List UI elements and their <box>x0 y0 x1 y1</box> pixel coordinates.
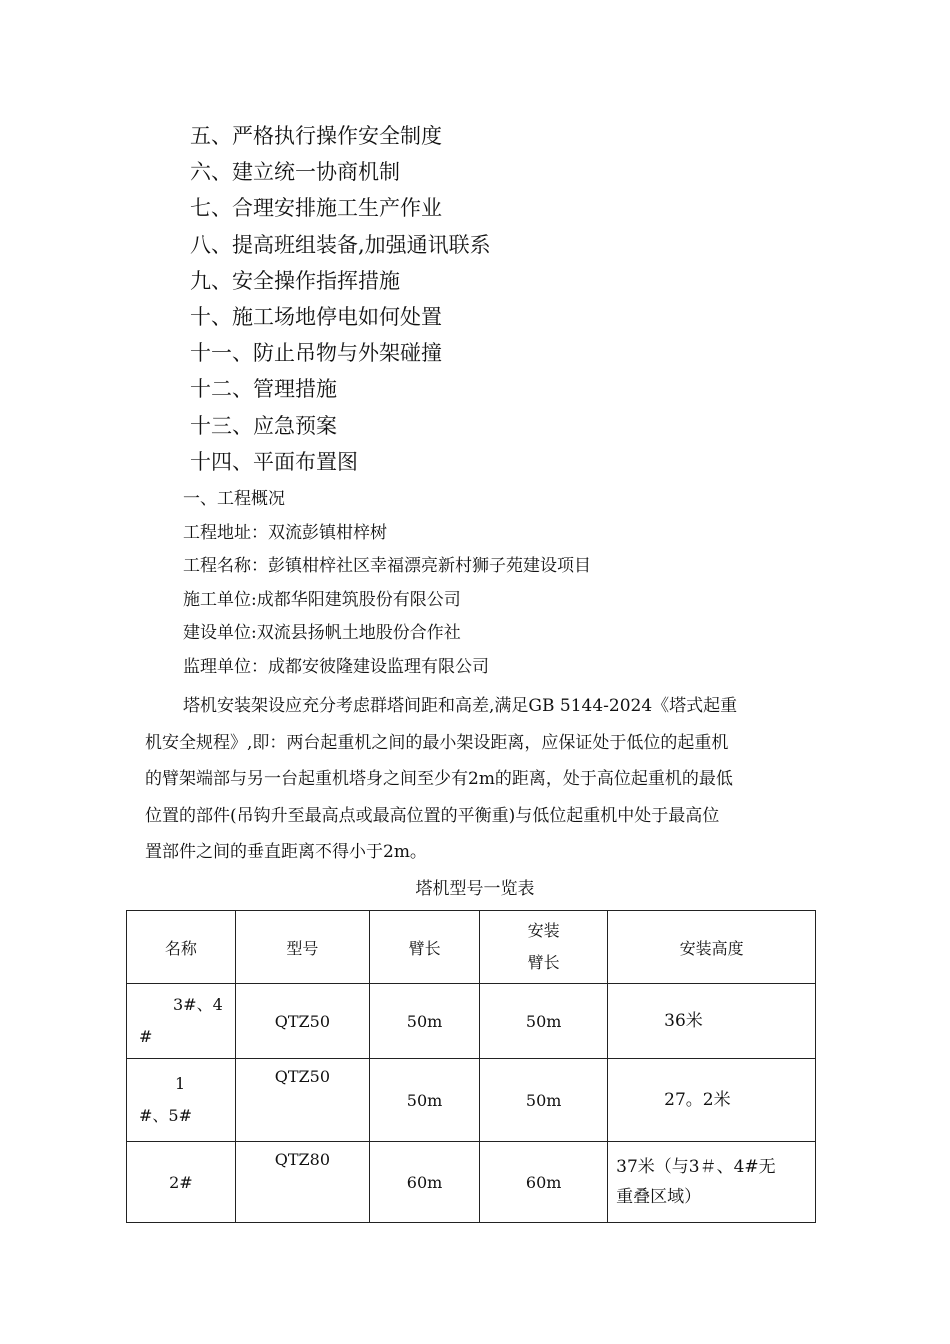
header-install-height: 安装高度 <box>608 911 816 984</box>
cell-arm: 60m <box>369 1142 479 1223</box>
toc-item: 十、施工场地停电如何处置 <box>190 304 442 329</box>
cell-arm: 50m <box>369 1059 479 1142</box>
cell-name: 2# <box>127 1142 236 1223</box>
paragraph-line: 位置的部件(吊钩升至最高点或最高位置的平衡重)与低位起重机中处于最高位 <box>145 805 720 826</box>
cell-name-line1: 1 <box>175 1074 186 1093</box>
toc-item: 十四、平面布置图 <box>190 449 358 474</box>
header-install-arm-line2: 臂长 <box>527 953 560 972</box>
cell-name <box>127 1059 236 1142</box>
toc-item: 六、建立统一协商机制 <box>190 160 400 185</box>
cell-install-arm: 60m <box>480 1142 608 1223</box>
header-install-arm-line1: 安装 <box>527 921 560 940</box>
cell-install-height <box>608 1142 816 1223</box>
cell-model: QTZ50 <box>235 1059 369 1142</box>
toc-item: 五、严格执行操作安全制度 <box>190 124 442 148</box>
cell-arm: 50m <box>369 984 479 1059</box>
cell-install-height <box>608 984 816 1059</box>
table-header-row <box>127 911 816 984</box>
construction-unit: 施工单位:成都华阳建筑股份有限公司 <box>183 589 461 610</box>
paragraph-line: 置部件之间的垂直距离不得小于2m。 <box>145 842 427 863</box>
table-row <box>127 984 816 1059</box>
section-heading: 一、工程概况 <box>183 489 285 509</box>
cell-install-arm: 50m <box>480 984 608 1059</box>
toc-item: 八、提高班组装备,加强通讯联系 <box>190 232 491 257</box>
paragraph-line: 的臂架端部与另一台起重机塔身之间至少有2m的距离，处于高位起重机的最低 <box>145 769 733 790</box>
cell-name-line1: 3#、4 <box>173 995 223 1014</box>
cell-height-line2: 重叠区域） <box>616 1187 702 1207</box>
cell-model: QTZ80 <box>235 1142 369 1223</box>
supervision-unit: 监理单位：成都安彼隆建设监理有限公司 <box>183 656 489 677</box>
toc-item: 十三、应急预案 <box>190 413 337 438</box>
cell-model: QTZ50 <box>235 984 369 1059</box>
cell-install-arm: 50m <box>480 1059 608 1142</box>
project-name: 工程名称：彭镇柑梓社区幸福漂亮新村狮子苑建设项目 <box>183 556 591 576</box>
table-of-contents <box>190 118 491 480</box>
toc-item: 九、安全操作指挥措施 <box>190 268 400 293</box>
spacing-paragraph <box>145 688 810 871</box>
header-name: 名称 <box>127 911 236 984</box>
cell-height-line1: 37米（与3＃、4#无 <box>616 1157 776 1177</box>
header-arm: 臂长 <box>369 911 479 984</box>
crane-model-table <box>126 910 816 1223</box>
toc-item: 七、合理安排施工生产作业 <box>190 196 442 221</box>
cell-name-line2: #、5# <box>139 1106 192 1125</box>
project-overview <box>183 483 591 684</box>
cell-install-height <box>608 1059 816 1142</box>
owner-unit: 建设单位:双流县扬帆土地股份合作社 <box>183 623 461 643</box>
cell-name <box>127 984 236 1059</box>
cell-height-line1: 36米 <box>664 1011 703 1031</box>
paragraph-line: 塔机安装架设应充分考虑群塔间距和高差,满足GB 5144-2024《塔式起重 <box>183 696 738 716</box>
table-row <box>127 1142 816 1223</box>
header-install-arm <box>480 911 608 984</box>
table-row <box>127 1059 816 1142</box>
cell-name-line2: # <box>139 1027 153 1046</box>
toc-item: 十二、管理措施 <box>190 377 337 402</box>
project-address: 工程地址：双流彭镇柑梓树 <box>183 522 387 543</box>
paragraph-line: 机安全规程》,即：两台起重机之间的最小架设距离，应保证处于低位的起重机 <box>145 732 729 753</box>
toc-item: 十一、防止吊物与外架碰撞 <box>190 341 442 366</box>
cell-height-line1: 27。2米 <box>664 1090 731 1110</box>
header-model: 型号 <box>235 911 369 984</box>
table-title: 塔机型号一览表 <box>415 879 535 899</box>
